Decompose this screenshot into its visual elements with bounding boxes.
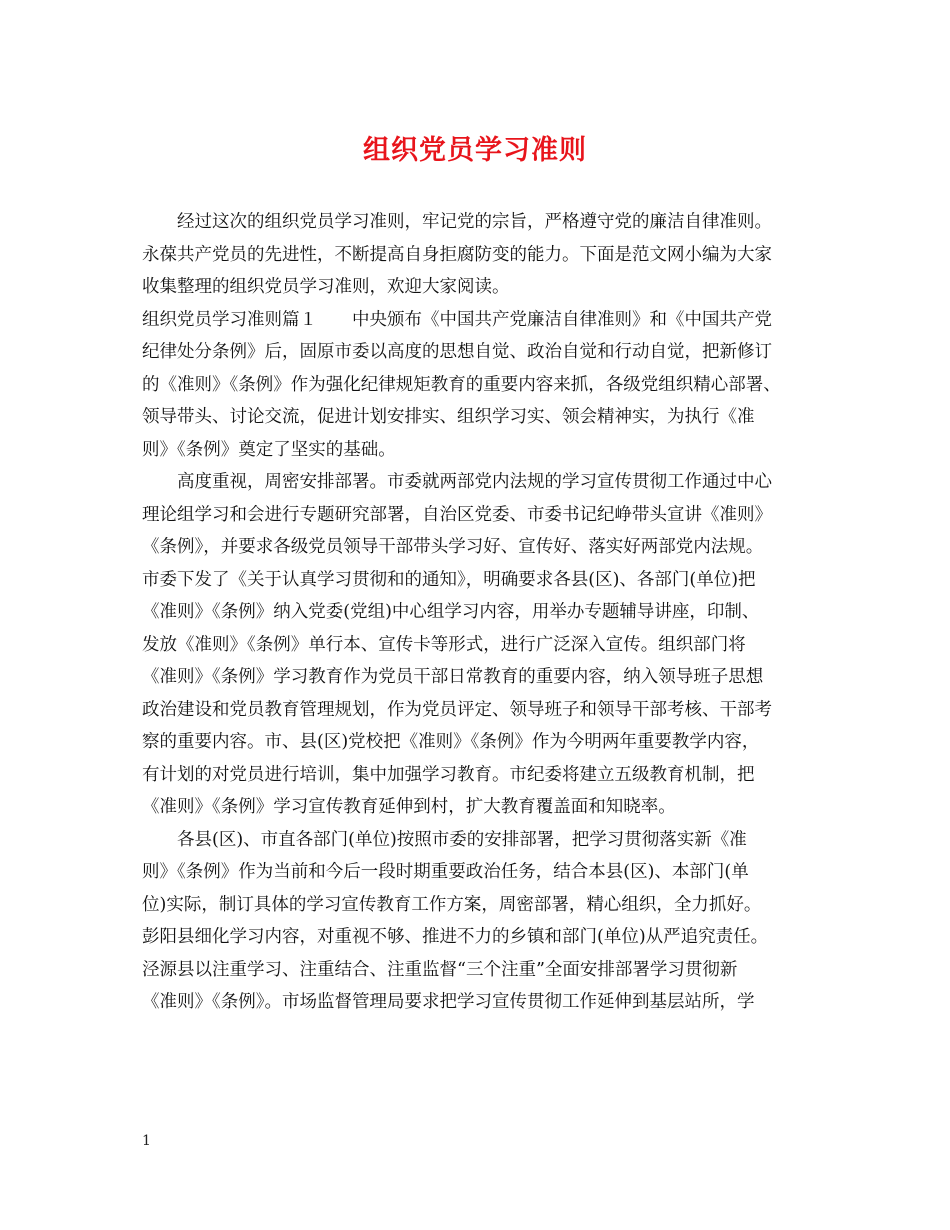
body-line: 永葆共产党员的先进性，不断提高自身拒腐防变的能力。下面是范文网小编为大家 [142,244,772,265]
body-line: 市委下发了《关于认真学习贯彻和的通知》，明确要求各县(区)、各部门(单位)把 [142,569,756,590]
body-line: 位)实际，制订具体的学习宣传教育工作方案，周密部署，精心组织，全力抓好。 [142,894,762,915]
body-line: 理论组学习和会进行专题研究部署，自治区党委、市委书记纪峥带头宣讲《准则》 [142,504,772,525]
document-title: 组织党员学习准则 [363,135,587,166]
body-line: 纪律处分条例》后，固原市委以高度的思想自觉、政治自觉和行动自觉，把新修订 [142,342,772,362]
body-line: 经过这次的组织党员学习准则，牢记党的宗旨，严格遵守党的廉洁自律准则。 [142,212,772,232]
body-line: 则》《条例》作为当前和今后一段时期重要政治任务，结合本县(区)、本部门(单 [142,862,749,882]
body-line: 各县(区)、市直各部门(单位)按照市委的安排部署，把学习贯彻落实新《准 [142,829,747,850]
body-line: 高度重视，周密安排部署。市委就两部党内法规的学习宣传贯彻工作通过中心 [142,472,772,492]
body-line: 彭阳县细化学习内容，对重视不够、推进不力的乡镇和部门(单位)从严追究责任。 [142,927,769,947]
body-line: 《准则》《条例》学习教育作为党员干部日常教育的重要内容，纳入领导班子思想 [142,667,764,687]
body-line: 《准则》《条例》。市场监督管理局要求把学习宣传贯彻工作延伸到基层站所，学 [142,992,755,1012]
document-body [142,206,822,1019]
body-line: 察的重要内容。市、县(区)党校把《准则》《条例》作为今明两年重要教学内容， [142,732,760,752]
body-line: 组织党员学习准则篇１ 中央颁布《中国共产党廉洁自律准则》和《中国共产党 [142,309,772,330]
body-line: 《准则》《条例》学习宣传教育延伸到村，扩大教育覆盖面和知晓率。 [142,797,676,817]
body-line: 领导带头、讨论交流，促进计划安排实、组织学习实、领会精神实，为执行《准 [142,407,755,427]
body-line: 《条例》，并要求各级党员领导干部带头学习好、宣传好、落实好两部党内法规。 [142,537,764,557]
body-line: 则》《条例》奠定了坚实的基础。 [142,439,396,460]
page-number: 1 [142,1133,151,1149]
body-line: 的《准则》《条例》作为强化纪律规矩教育的重要内容来抓，各级党组织精心部署、 [142,374,781,395]
body-line: 政治建设和党员教育管理规划，作为党员评定、领导班子和领导干部考核、干部考 [142,699,772,720]
body-line: 泾源县以注重学习、注重结合、注重监督“三个注重”全面安排部署学习贯彻新 [142,959,738,980]
body-line: 有计划的对党员进行培训，集中加强学习教育。市纪委将建立五级教育机制，把 [142,764,755,785]
body-line: 收集整理的组织党员学习准则，欢迎大家阅读。 [142,277,510,297]
body-line: 发放《准则》《条例》单行本、宣传卡等形式，进行广泛深入宣传。组织部门将 [142,634,746,655]
body-line: 《准则》《条例》纳入党委(党组)中心组学习内容，用举办专题辅导讲座，印制、 [142,602,760,622]
